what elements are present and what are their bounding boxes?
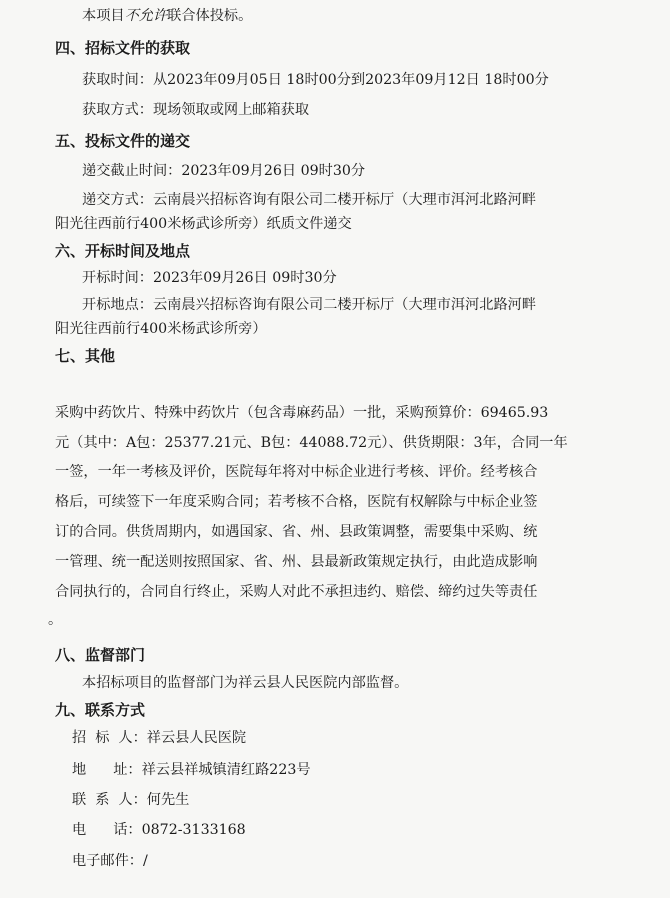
section5-deadline: 递交截止时间：2023年09月26日 09时30分 — [82, 163, 366, 179]
intro-text-2: 联合体投标。 — [167, 8, 253, 24]
section5-method-2: 阳光往西前行400米杨武诊所旁）纸质文件递交 — [55, 216, 352, 232]
section8-text: 本招标项目的监督部门为祥云县人民医院内部监督。 — [82, 675, 409, 691]
section7-line-3: 一签，一年一考核及评价，医院每年将对中标企业进行考核、评价。经考核合 — [55, 464, 538, 480]
section5-title: 五、投标文件的递交 — [55, 132, 191, 150]
section7-line-6: 一管理、统一配送则按照国家、省、州、县最新政策规定执行，由此造成影响 — [55, 554, 538, 570]
contact-address: 地 址：祥云县祥城镇清红路223号 — [72, 762, 311, 778]
section7-title: 七、其他 — [55, 347, 116, 365]
section4-method: 获取方式：现场领取或网上邮箱获取 — [82, 102, 310, 118]
section4-title: 四、招标文件的获取 — [55, 39, 191, 57]
section9-title: 九、联系方式 — [55, 701, 146, 719]
section6-time: 开标时间：2023年09月26日 09时30分 — [82, 270, 337, 286]
section8-title: 八、监督部门 — [55, 646, 146, 664]
section6-title: 六、开标时间及地点 — [55, 242, 191, 260]
section7-line-5: 订的合同。供货周期内，如遇国家、省、州、县政策调整，需要集中采购、统 — [55, 524, 538, 540]
section7-line-8: 。 — [48, 612, 63, 628]
contact-tenderer: 招 标 人：祥云县人民医院 — [72, 730, 247, 746]
intro-text-1: 本项目 — [82, 8, 125, 24]
section7-line-4: 格后，可续签下一年度采购合同；若考核不合格，医院有权解除与中标企业签 — [55, 494, 538, 510]
intro-line — [82, 6, 252, 26]
contact-email: 电子邮件：/ — [72, 853, 148, 869]
section5-method-1: 递交方式：云南晨兴招标咨询有限公司二楼开标厅（大理市洱河北路河畔 — [82, 192, 537, 208]
section6-place-1: 开标地点：云南晨兴招标咨询有限公司二楼开标厅（大理市洱河北路河畔 — [82, 297, 537, 313]
section7-line-7: 合同执行的，合同自行终止，采购人对此不承担违约、赔偿、缔约过失等责任 — [55, 584, 538, 600]
section4-time: 获取时间：从2023年09月05日 18时00分到2023年09月12日 18时00分 — [82, 72, 549, 88]
intro-emphasis: 不允许 — [124, 8, 168, 24]
contact-person: 联 系 人：何先生 — [72, 792, 190, 808]
contact-phone: 电 话：0872-3133168 — [72, 822, 246, 838]
section7-line-1: 采购中药饮片、特殊中药饮片（包含毒麻药品）一批，采购预算价：69465.93 — [55, 405, 549, 421]
section7-line-2: 元（其中：A包：25377.21元、B包：44088.72元）、供货期限：3年，合同一年 — [55, 435, 568, 451]
section6-place-2: 阳光往西前行400米杨武诊所旁） — [55, 321, 267, 337]
